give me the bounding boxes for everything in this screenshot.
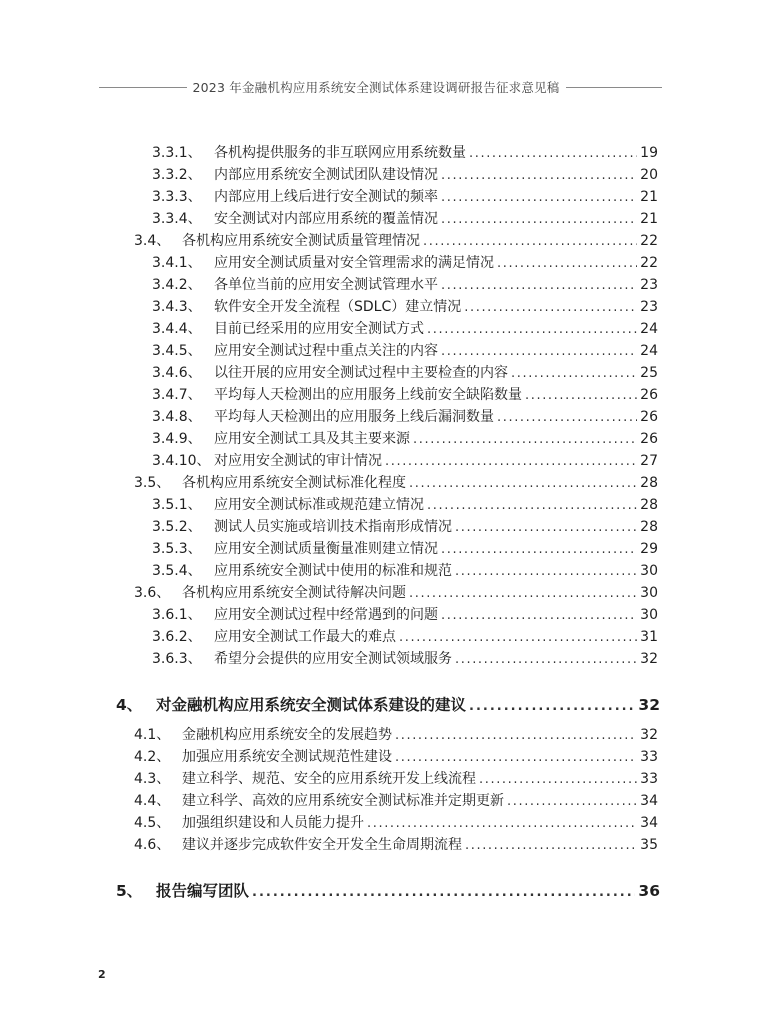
toc-entry-title: 加强组织建设和人员能力提升 [182, 815, 364, 831]
toc-entry-title: 目前已经采用的应用安全测试方式 [214, 321, 424, 337]
toc-entry-page: 32 [640, 727, 658, 743]
toc-entry-page: 28 [640, 497, 658, 513]
toc-entry-number: 4.1、 [134, 727, 171, 743]
toc-entry-page: 28 [640, 519, 658, 535]
toc-entry-number: 3.4.7、 [152, 387, 202, 403]
toc-entry-title: 应用安全测试过程中经常遇到的问题 [214, 607, 438, 623]
toc-leader-dots [252, 880, 635, 906]
toc-entry-page: 22 [640, 255, 658, 271]
toc-entry-page: 30 [640, 607, 658, 623]
toc-leader-dots [423, 231, 637, 253]
toc-leader-dots [455, 517, 637, 539]
toc-entry[interactable] [152, 428, 658, 450]
toc-leader-dots [409, 583, 637, 605]
toc-entry[interactable] [152, 208, 658, 230]
document-title: 2023 年金融机构应用系统安全测试体系建设调研报告征求意见稿 [192, 80, 560, 95]
toc-entry-number: 4.2、 [134, 749, 171, 765]
toc-leader-dots [525, 385, 637, 407]
toc-entry-page: 21 [640, 211, 658, 227]
toc-entry-page: 20 [640, 167, 658, 183]
toc-leader-dots [497, 253, 637, 275]
toc-entry[interactable] [152, 186, 658, 208]
toc-entry-page: 23 [640, 299, 658, 315]
toc-entry[interactable] [134, 746, 658, 768]
toc-entry-number: 3.6、 [134, 585, 171, 601]
toc-entry-page: 21 [640, 189, 658, 205]
toc-entry[interactable] [152, 516, 658, 538]
toc-entry-title: 对应用安全测试的审计情况 [214, 453, 382, 469]
toc-entry-number: 3.4.9、 [152, 431, 202, 447]
toc-entry-number: 3.5.1、 [152, 497, 202, 513]
toc-entry-number: 4.6、 [134, 837, 171, 853]
toc-leader-dots [465, 835, 637, 857]
toc-entry-page: 24 [640, 321, 658, 337]
toc-entry[interactable] [152, 296, 658, 318]
toc-entry-page: 26 [640, 431, 658, 447]
toc-leader-dots [441, 275, 637, 297]
toc-entry[interactable] [152, 340, 658, 362]
toc-entry-number: 3.4.8、 [152, 409, 202, 425]
toc-entry-page: 22 [640, 233, 658, 249]
toc-entry-page: 19 [640, 145, 658, 161]
toc-entry-page: 33 [640, 749, 658, 765]
toc-entry-title: 平均每人天检测出的应用服务上线前安全缺陷数量 [214, 387, 522, 403]
toc-leader-dots [413, 429, 637, 451]
toc-entry-title: 报告编写团队 [156, 882, 250, 900]
toc-entry[interactable] [116, 692, 660, 718]
toc-leader-dots [507, 791, 637, 813]
toc-entry-page: 26 [640, 409, 658, 425]
toc-entry-title: 内部应用上线后进行安全测试的频率 [214, 189, 438, 205]
toc-entry-title: 应用安全测试质量对安全管理需求的满足情况 [214, 255, 494, 271]
toc-leader-dots [511, 363, 637, 385]
toc-entry-title: 平均每人天检测出的应用服务上线后漏洞数量 [214, 409, 494, 425]
header-rule-right [566, 87, 662, 88]
toc-leader-dots [455, 649, 637, 671]
toc-entry-title: 应用系统安全测试中使用的标准和规范 [214, 563, 452, 579]
toc-leader-dots [441, 605, 637, 627]
toc-entry-title: 建立科学、规范、安全的应用系统开发上线流程 [182, 771, 476, 787]
toc-entry-page: 27 [640, 453, 658, 469]
toc-leader-dots [385, 451, 637, 473]
toc-entry-number: 3.6.2、 [152, 629, 202, 645]
toc-entry-title: 安全测试对内部应用系统的覆盖情况 [214, 211, 438, 227]
toc-entry-page: 33 [640, 771, 658, 787]
page-header [0, 77, 760, 97]
toc-entry-number: 3.6.1、 [152, 607, 202, 623]
toc-entry-title: 建议并逐步完成软件安全开发全生命周期流程 [182, 837, 462, 853]
toc-entry[interactable] [152, 274, 658, 296]
toc-entry[interactable] [134, 230, 658, 252]
toc-entry-number: 3.6.3、 [152, 651, 202, 667]
toc-entry-page: 35 [640, 837, 658, 853]
toc-entry[interactable] [152, 252, 658, 274]
toc-entry-title: 各机构应用系统安全测试质量管理情况 [182, 233, 420, 249]
toc-leader-dots [464, 297, 637, 319]
toc-leader-dots [497, 407, 637, 429]
toc-entry-number: 4.3、 [134, 771, 171, 787]
toc-entry-page: 32 [638, 696, 660, 714]
toc-entry-number: 5、 [116, 882, 143, 900]
toc-entry-title: 建立科学、高效的应用系统安全测试标准并定期更新 [182, 793, 504, 809]
toc-leader-dots [409, 473, 637, 495]
toc-entry-number: 3.5.3、 [152, 541, 202, 557]
toc-leader-dots [427, 495, 637, 517]
toc-entry-number: 4、 [116, 696, 143, 714]
toc-entry-number: 3.4.4、 [152, 321, 202, 337]
toc-entry-page: 36 [638, 882, 660, 900]
toc-entry-title: 测试人员实施或培训技术指南形成情况 [214, 519, 452, 535]
toc-entry[interactable] [152, 560, 658, 582]
toc-entry[interactable] [152, 626, 658, 648]
toc-leader-dots [479, 769, 637, 791]
toc-entry-number: 3.4、 [134, 233, 171, 249]
toc-entry[interactable] [134, 790, 658, 812]
toc-entry-number: 3.3.1、 [152, 145, 202, 161]
toc-leader-dots [469, 143, 637, 165]
toc-entry-title: 对金融机构应用系统安全测试体系建设的建议 [156, 696, 467, 714]
toc-leader-dots [441, 341, 637, 363]
toc-entry[interactable] [152, 406, 658, 428]
toc-leader-dots [441, 539, 637, 561]
toc-entry-number: 3.4.3、 [152, 299, 202, 315]
toc-entry[interactable] [116, 878, 660, 904]
toc-entry-page: 31 [640, 629, 658, 645]
toc-entry[interactable] [152, 648, 658, 670]
toc-entry-page: 24 [640, 343, 658, 359]
toc-entry-number: 3.4.10、 [152, 453, 211, 469]
toc-entry[interactable] [152, 318, 658, 340]
toc-entry-page: 34 [640, 793, 658, 809]
toc-entry[interactable] [152, 494, 658, 516]
toc-entry-number: 4.5、 [134, 815, 171, 831]
toc-entry-page: 23 [640, 277, 658, 293]
toc-entry-number: 3.5、 [134, 475, 171, 491]
toc-entry-title: 应用安全测试工作最大的难点 [214, 629, 396, 645]
toc-leader-dots [455, 561, 637, 583]
header-rule-left [99, 87, 187, 88]
toc-leader-dots [441, 187, 637, 209]
toc-entry-title: 应用安全测试标准或规范建立情况 [214, 497, 424, 513]
toc-leader-dots [469, 694, 635, 720]
toc-entry-number: 3.4.6、 [152, 365, 202, 381]
toc-entry[interactable] [134, 582, 658, 604]
toc-entry-number: 3.3.3、 [152, 189, 202, 205]
toc-entry-title: 各机构应用系统安全测试标准化程度 [182, 475, 406, 491]
toc-entry-page: 32 [640, 651, 658, 667]
toc-entry-title: 各机构应用系统安全测试待解决问题 [182, 585, 406, 601]
toc-entry[interactable] [152, 362, 658, 384]
toc-entry-title: 希望分会提供的应用安全测试领域服务 [214, 651, 452, 667]
toc-entry-title: 软件安全开发全流程（SDLC）建立情况 [214, 299, 462, 315]
toc-entry[interactable] [152, 142, 658, 164]
toc-entry[interactable] [152, 164, 658, 186]
toc-entry[interactable] [134, 724, 658, 746]
toc-entry-title: 内部应用系统安全测试团队建设情况 [214, 167, 438, 183]
toc-entry-number: 3.5.2、 [152, 519, 202, 535]
toc-entry-title: 应用安全测试工具及其主要来源 [214, 431, 410, 447]
toc-entry-number: 3.5.4、 [152, 563, 202, 579]
toc-entry[interactable] [152, 384, 658, 406]
toc-leader-dots [395, 725, 637, 747]
toc-entry-number: 4.4、 [134, 793, 171, 809]
toc-entry[interactable] [152, 450, 658, 472]
toc-entry-title: 加强应用系统安全测试规范性建设 [182, 749, 392, 765]
toc-entry[interactable] [152, 604, 658, 626]
toc-entry-page: 25 [640, 365, 658, 381]
toc-leader-dots [367, 813, 637, 835]
toc-entry-page: 26 [640, 387, 658, 403]
toc-leader-dots [399, 627, 637, 649]
toc-leader-dots [441, 165, 637, 187]
toc-entry-title: 应用安全测试质量衡量准则建立情况 [214, 541, 438, 557]
toc-entry-title: 应用安全测试过程中重点关注的内容 [214, 343, 438, 359]
toc-entry[interactable] [134, 472, 658, 494]
toc-entry-number: 3.3.4、 [152, 211, 202, 227]
toc-entry[interactable] [134, 834, 658, 856]
page-number: 2 [98, 968, 106, 981]
toc-entry-number: 3.4.2、 [152, 277, 202, 293]
toc-leader-dots [441, 209, 637, 231]
toc-entry-page: 34 [640, 815, 658, 831]
toc-entry-number: 3.4.1、 [152, 255, 202, 271]
toc-entry[interactable] [134, 768, 658, 790]
toc-entry-page: 28 [640, 475, 658, 491]
toc-entry-page: 30 [640, 563, 658, 579]
toc-entry-page: 30 [640, 585, 658, 601]
toc-entry-page: 29 [640, 541, 658, 557]
toc-entry-title: 金融机构应用系统安全的发展趋势 [182, 727, 392, 743]
toc-entry-number: 3.3.2、 [152, 167, 202, 183]
toc-entry[interactable] [134, 812, 658, 834]
toc-entry-number: 3.4.5、 [152, 343, 202, 359]
toc-entry[interactable] [152, 538, 658, 560]
toc-entry-title: 以往开展的应用安全测试过程中主要检查的内容 [214, 365, 508, 381]
toc-entry-title: 各机构提供服务的非互联网应用系统数量 [214, 145, 466, 161]
toc-leader-dots [395, 747, 637, 769]
toc-leader-dots [427, 319, 637, 341]
toc-entry-title: 各单位当前的应用安全测试管理水平 [214, 277, 438, 293]
